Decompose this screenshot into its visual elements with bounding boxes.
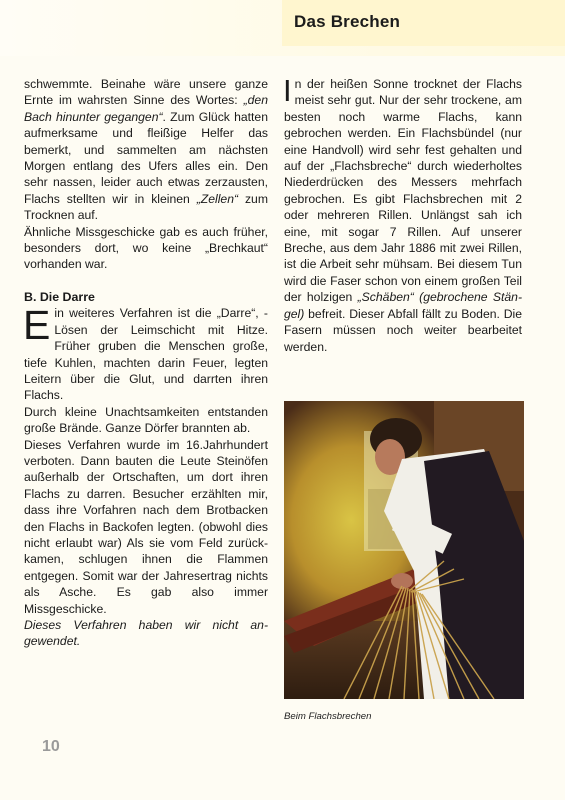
page-number: 10	[42, 738, 60, 755]
photo-caption: Beim Flachsbrechen	[284, 711, 372, 722]
page-title: Das Brechen	[294, 12, 401, 31]
right-paragraph-1: In der heißen Sonne trocknet der Flachs meist sehr gut. Nur der sehr trockene, am besten noch warme Flachs, kann gebrochen werden. Ein Flachsbündel (nur eine Handvoll) wird sehr fest gehalten und auf der „Flachsbreche“ durch wiederholtes Niederdrücken des Messers mehrfach gebrochen. Es gibt Flachsbrechen mit 2 oder mehreren Rillen. Unlängst sah ich eine, mit sogar 7 Rillen. Auf unserer Breche, aus dem Jahr 1886 mit zwei Rillen, ist die Arbeit sehr mühsam. Bei diesem Tun wird die Faser schon von einem großen Teil der holzigen „Schäben“ (gebrochene Stängel) befreit. Dieser Abfall fällt zu Boden. Die Fasern müssen noch weiter bearbeitet werden.	[283, 73, 522, 354]
left-paragraph-4: Durch kleine Unachtsamkeiten entstanden große Brände. Ganze Dörfer brannten ab.	[24, 404, 268, 436]
right-column	[283, 73, 522, 355]
left-paragraph-6: Dieses Verfahren haben wir nicht angewendet.	[24, 618, 268, 649]
left-paragraph-2: Ähnliche Missgeschicke gab es auch früher, besonders dort, wo keine „Brechkaut“ vorhanden war.	[24, 224, 268, 272]
left-paragraph-1: schwemmte. Beinahe wäre unsere ganze Ernte im wahrsten Sinne des Wortes: „den Bach hinunter gegangen“. Zum Glück hatten aufmerksame und fleißige Helfer das bemerkt, und sammelten am nächsten Morgen entlang des Ufers alles ein. Den sehr nassen, leider auch etwas zerzausten, Flachs stellten wir in kleinen „Zellen“ zum Trocknen auf.	[24, 77, 268, 223]
section-heading-darre: B. Die Darre	[24, 289, 95, 304]
left-column	[24, 76, 268, 650]
left-paragraph-3: Ein weiteres Verfahren ist die „Darre“, -Lösen der Leimschicht mit Hitze. Früher gruben die Menschen große, tiefe Kuhlen, machten darin Feuer, legten Leitern über die Glut, und darrten ihren Flachs.	[23, 302, 268, 403]
dropcap-i: I	[283, 73, 292, 108]
flax-breaking-photo	[284, 401, 524, 699]
left-paragraph-5: Dieses Verfahren wurde im 16.Jahrhundert verboten. Dann bauten die Leute Steinöfen außerhalb der Ortschaften, um dort ihren Flachs zu darren. Besucher erzählten mir, dass ihre Vorfahren nach dem Brotbacken den Flachs in Backofen legten. (obwohl dies nicht erlaubt war) Als sie vom Feld zurückkamen, schlugen ihnen die Flammen entgegen. Somit war der Jahresertrag nichts als Asche. Es gab also immer Missgeschicke.	[24, 437, 268, 616]
dropcap-e: E	[23, 302, 51, 349]
